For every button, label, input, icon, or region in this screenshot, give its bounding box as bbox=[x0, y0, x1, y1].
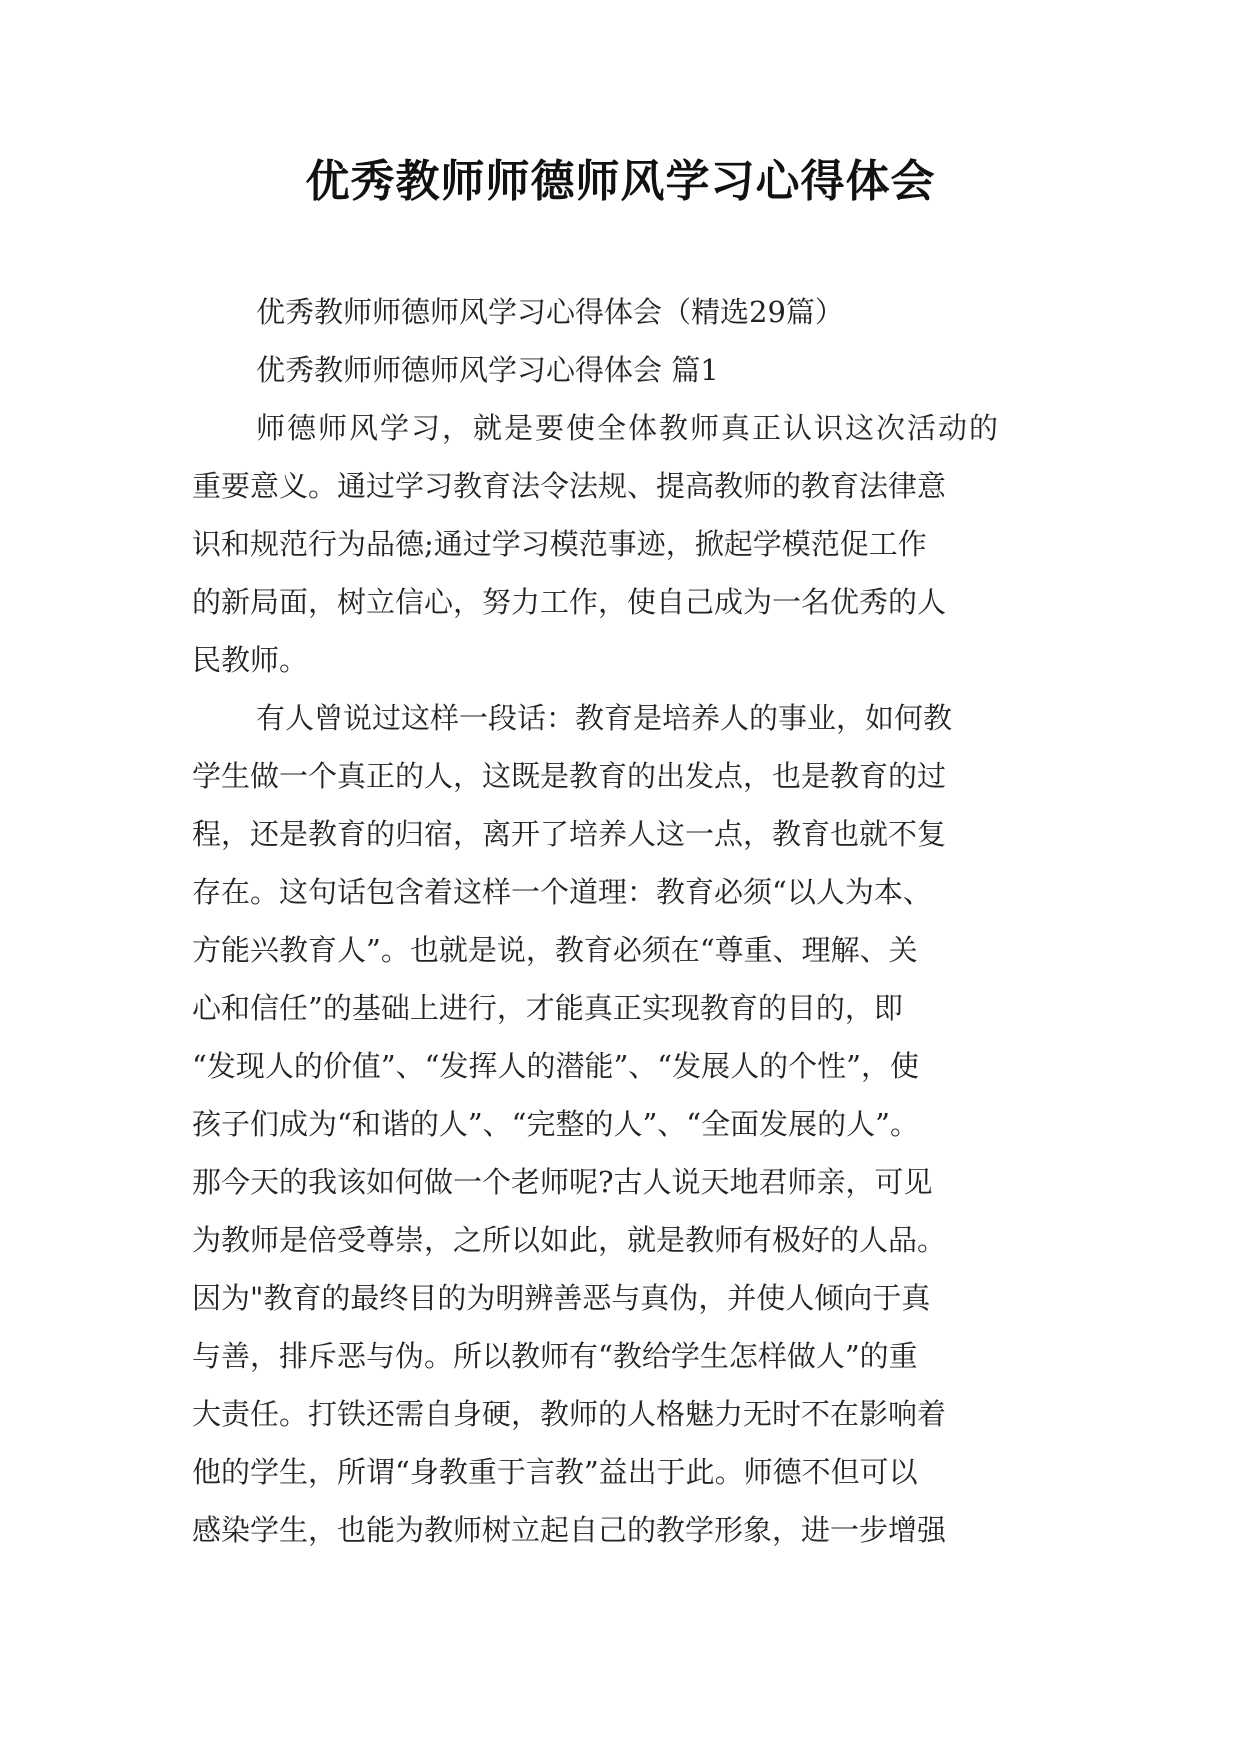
document-body bbox=[192, 283, 1052, 1559]
paragraph-line: 大责任。打铁还需自身硬，教师的人格魅力无时不在影响着 bbox=[192, 1397, 947, 1431]
paragraph-line: 他的学生，所谓“身教重于言教”益出于此。师德不但可以 bbox=[192, 1455, 918, 1489]
section-heading: 优秀教师师德师风学习心得体会 篇1 bbox=[256, 353, 719, 387]
paragraph-line: 因为"教育的最终目的为明辨善恶与真伪，并使人倾向于真 bbox=[192, 1281, 931, 1315]
paragraph-line: 有人曾说过这样一段话：教育是培养人的事业，如何教 bbox=[256, 701, 953, 735]
document-subtitle: 优秀教师师德师风学习心得体会（精选29篇） bbox=[256, 295, 844, 329]
paragraph-line: 的新局面，树立信心，努力工作，使自己成为一名优秀的人 bbox=[192, 585, 947, 619]
paragraph-line: 学生做一个真正的人，这既是教育的出发点，也是教育的过 bbox=[192, 759, 947, 793]
paragraph-line: 心和信任”的基础上进行，才能真正实现教育的目的，即 bbox=[192, 991, 903, 1025]
paragraph-line: 感染学生，也能为教师树立起自己的教学形象，进一步增强 bbox=[192, 1513, 947, 1547]
paragraph-line: 民教师。 bbox=[192, 643, 309, 677]
paragraph-line: 识和规范行为品德;通过学习模范事迹，掀起学模范促工作 bbox=[192, 527, 927, 561]
paragraph-line: 存在。这句话包含着这样一个道理：教育必须“以人为本、 bbox=[192, 875, 932, 909]
paragraph-line: 方能兴教育人”。也就是说，教育必须在“尊重、理解、关 bbox=[192, 933, 918, 967]
paragraph-line: 重要意义。通过学习教育法令法规、提高教师的教育法律意 bbox=[192, 469, 947, 503]
paragraph-line: 为教师是倍受尊崇，之所以如此，就是教师有极好的人品。 bbox=[192, 1223, 947, 1257]
paragraph-line: 师德师风学习，就是要使全体教师真正认识这次活动的 bbox=[256, 411, 1001, 445]
paragraph-line: 那今天的我该如何做一个老师呢?古人说天地君师亲，可见 bbox=[192, 1165, 933, 1199]
paragraph-line: “发现人的价值”、“发挥人的潜能”、“发展人的个性”，使 bbox=[192, 1049, 919, 1083]
paragraph-line: 孩子们成为“和谐的人”、“完整的人”、“全面发展的人”。 bbox=[192, 1107, 919, 1141]
paragraph-line: 与善，排斥恶与伪。所以教师有“教给学生怎样做人”的重 bbox=[192, 1339, 918, 1373]
page-title: 优秀教师师德师风学习心得体会 bbox=[305, 156, 936, 207]
paragraph-line: 程，还是教育的归宿，离开了培养人这一点，教育也就不复 bbox=[192, 817, 947, 851]
